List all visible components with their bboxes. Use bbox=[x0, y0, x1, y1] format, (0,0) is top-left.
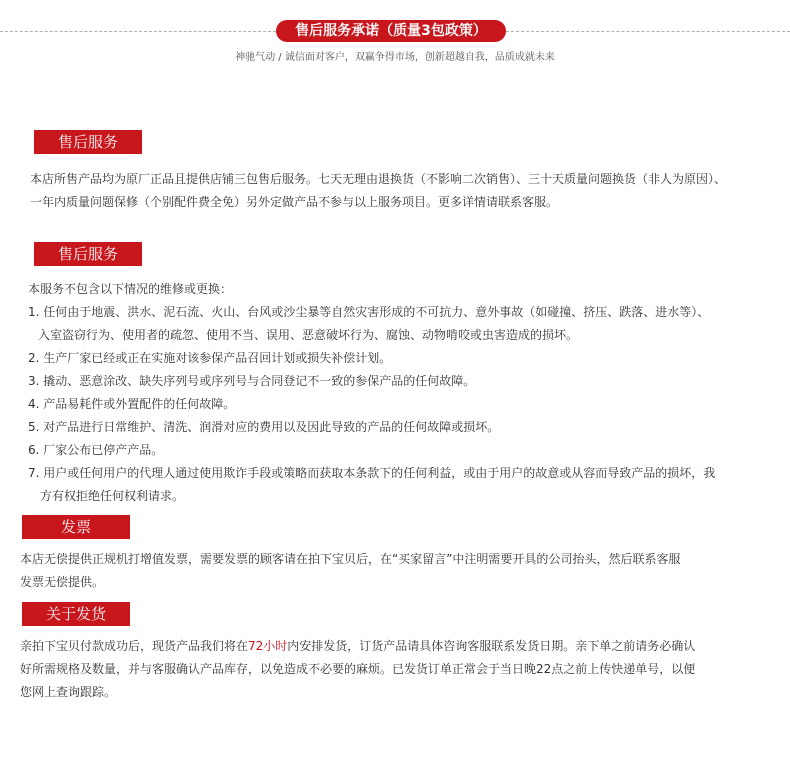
list-item: 3. 撬动、恶意涂改、缺失序列号或序列号与合同登记不一致的参保产品的任何故障。 bbox=[28, 374, 476, 388]
section-title-after-sales-1: 售后服务 bbox=[34, 130, 142, 154]
text-line: 本店无偿提供正规机打增值发票，需要发票的顾客请在拍下宝贝后，在“买家留言”中注明需要开具的公司抬头，然后联系客服 bbox=[20, 552, 681, 566]
section-title-invoice: 发票 bbox=[22, 515, 130, 539]
page-subtitle: 神驰气动 / 诚信面对客户，双赢争得市场，创新超越自我，品质成就未来 bbox=[235, 52, 555, 63]
list-item: 6. 厂家公布已停产产品。 bbox=[28, 443, 164, 457]
list-item-continued: 方有权拒绝任何权利请求。 bbox=[40, 489, 185, 503]
section-title-after-sales-2: 售后服务 bbox=[34, 242, 142, 266]
header-divider-left bbox=[0, 31, 276, 32]
text-line bbox=[20, 635, 695, 658]
section-title-shipping: 关于发货 bbox=[22, 602, 130, 626]
section-3-paragraph bbox=[20, 548, 680, 594]
text-line: 本店所售产品均为原厂正品且提供店铺三包售后服务。七天无理由退换货（不影响二次销售）、三十天质量问题换货（非人为原因）、 bbox=[30, 172, 727, 186]
section-1-paragraph bbox=[30, 168, 726, 214]
list-item: 2. 生产厂家已经或正在实施对该参保产品召回计划或损失补偿计划。 bbox=[28, 351, 392, 365]
highlight-72-hours: 72小时 bbox=[248, 639, 288, 653]
section-4-paragraph bbox=[20, 635, 695, 704]
list-item-continued: 入室盗窃行为、使用者的疏忽、使用不当、误用、恶意破坏行为、腐蚀、动物啃咬或虫害造成的损坏。 bbox=[38, 328, 579, 342]
text-line: 发票无偿提供。 bbox=[20, 575, 105, 589]
text-line: 好所需规格及数量，并与客服确认产品库存，以免造成不必要的麻烦。已发货订单正常会于当日晚22点之前上传快递单号，以便 bbox=[20, 662, 696, 676]
header-divider-right bbox=[506, 31, 790, 32]
text-line: 您网上查询跟踪。 bbox=[20, 685, 117, 699]
text-line: 一年内质量问题保修（个别配件费全免）另外定做产品不参与以上服务项目。更多详情请联系客服。 bbox=[30, 195, 559, 209]
list-item: 5. 对产品进行日常维护、清洗、润滑对应的费用以及因此导致的产品的任何故障或损坏。 bbox=[28, 420, 500, 434]
list-item: 1. 任何由于地震、洪水、泥石流、火山、台风或沙尘暴等自然灾害形成的不可抗力、意外事故（如碰撞、挤压、跌落、进水等）、 bbox=[28, 305, 710, 319]
list-item: 7. 用户或任何用户的代理人通过使用欺诈手段或策略而获取本条款下的任何利益，或由于用户的故意或从容而导致产品的损坏，我 bbox=[28, 466, 716, 480]
list-item: 4. 产品易耗件或外置配件的任何故障。 bbox=[28, 397, 236, 411]
section-2-list bbox=[28, 278, 715, 508]
text-segment: 亲拍下宝贝付款成功后，现货产品我们将在 bbox=[20, 639, 249, 653]
list-intro: 本服务不包含以下情况的维修或更换： bbox=[28, 282, 233, 296]
page-title: 售后服务承诺（质量3包政策） bbox=[276, 20, 506, 42]
text-segment: 内安排发货，订货产品请具体咨询客服联系发货日期。亲下单之前请务必确认 bbox=[287, 639, 696, 653]
